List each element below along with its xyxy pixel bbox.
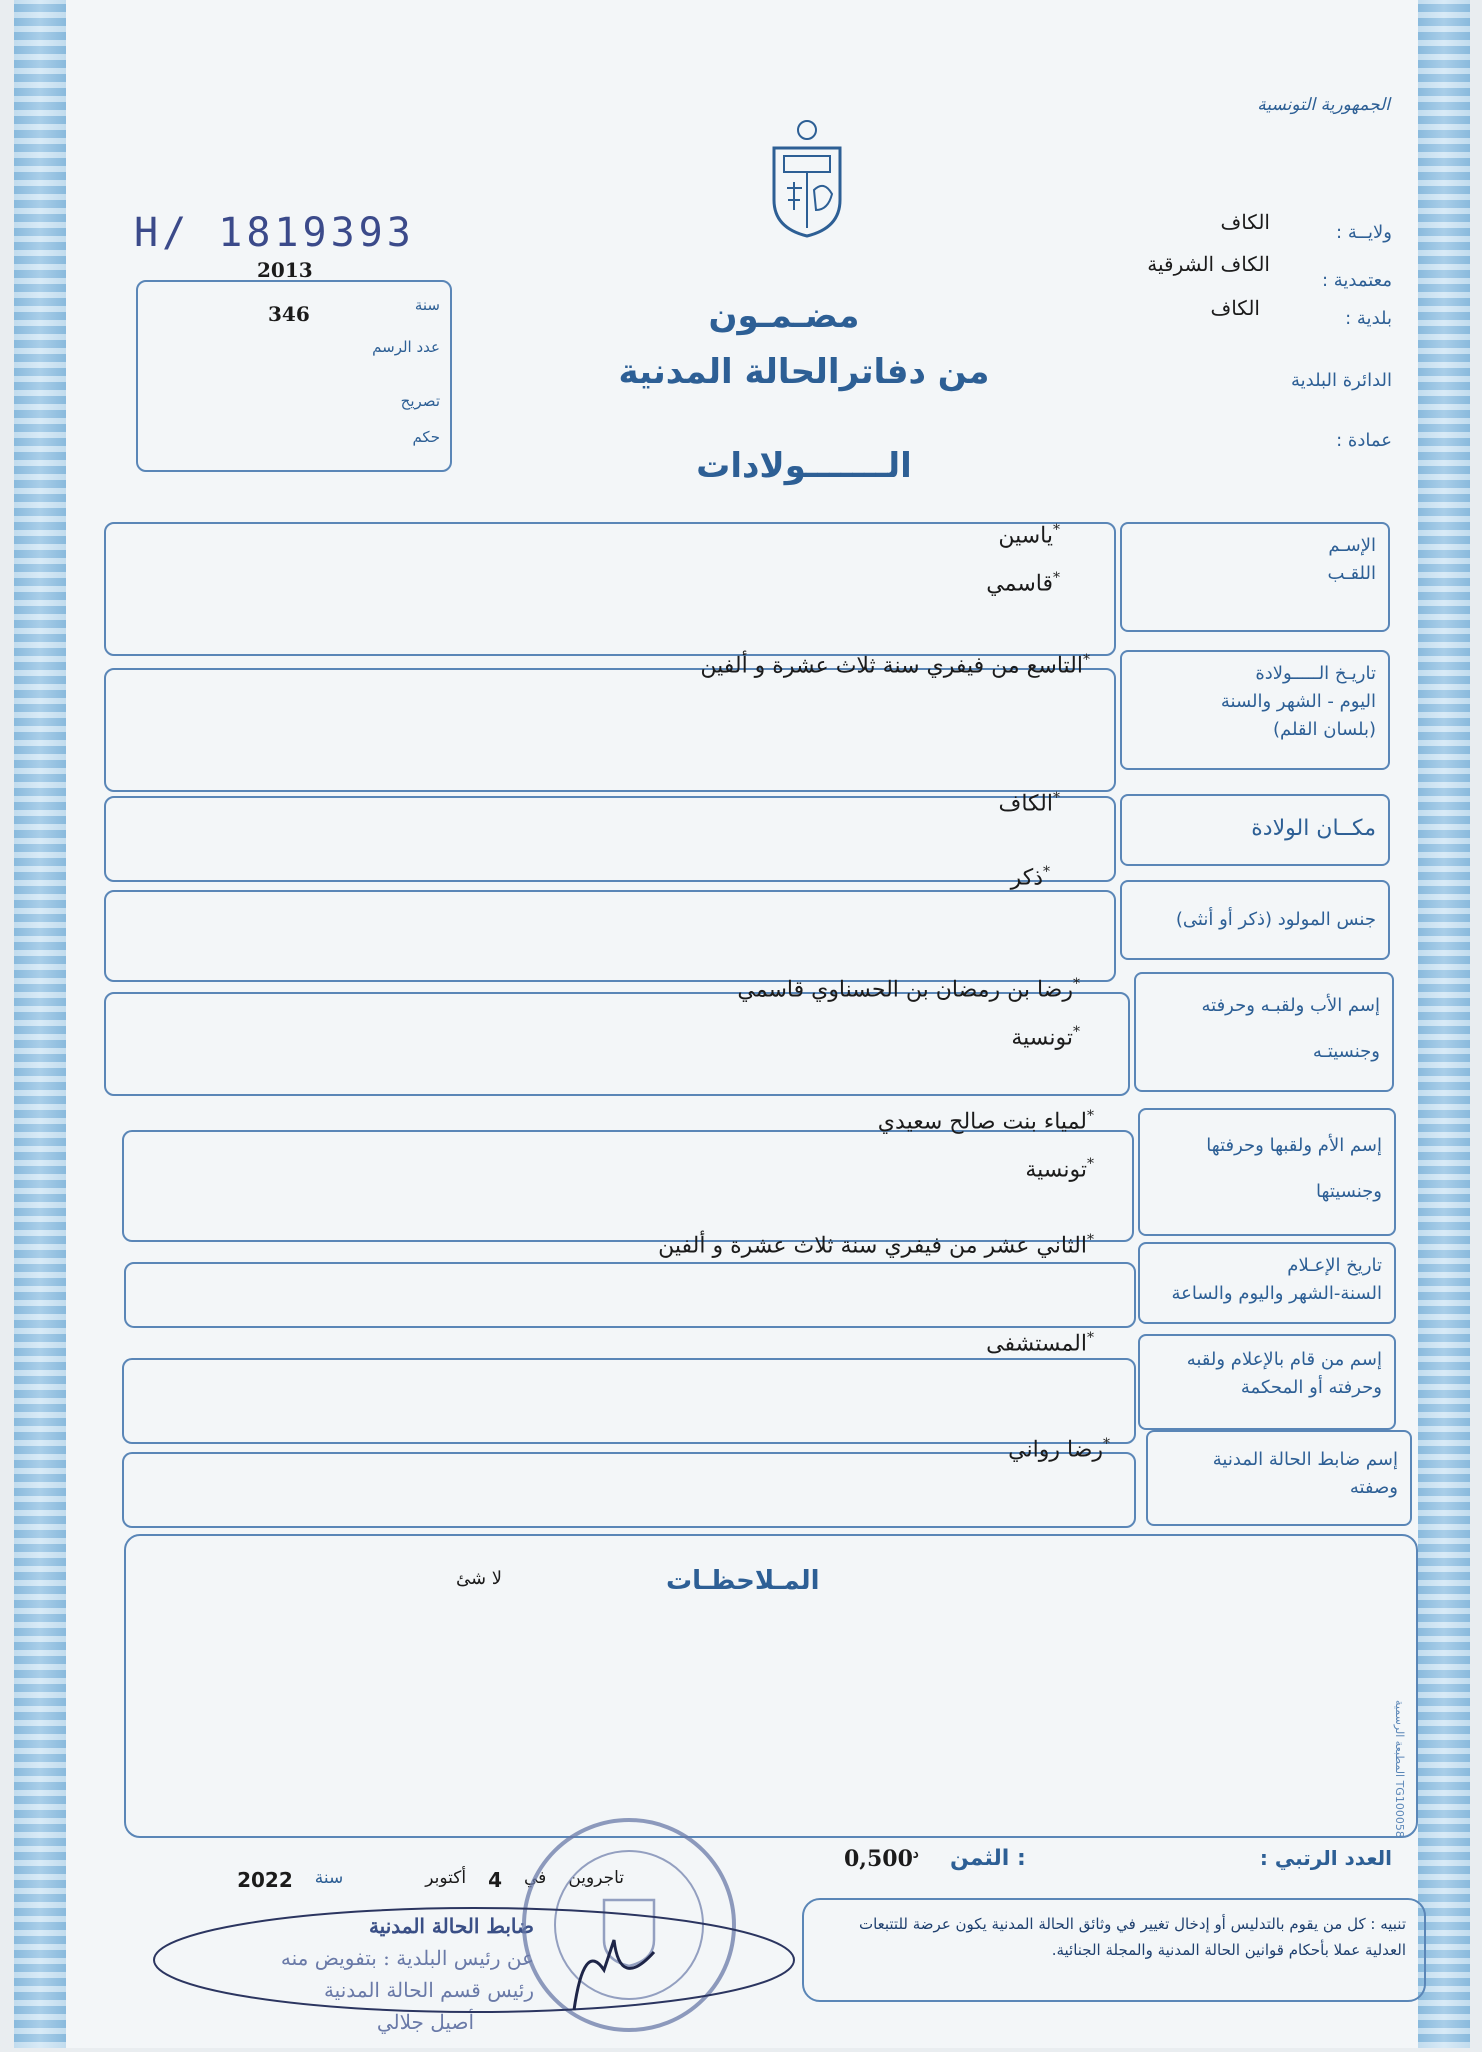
label-name-2: اللقـب xyxy=(1327,562,1376,584)
document-sheet xyxy=(14,0,1470,2048)
value-father-nationality: *تونسية xyxy=(1011,1024,1080,1051)
value-box-declarant xyxy=(122,1358,1136,1444)
officer-line3: رئيس قسم الحالة المدنية xyxy=(323,1978,534,2002)
label-name-1: الإسـم xyxy=(1328,535,1376,556)
label-declaration-date-2: السنة-الشهر واليوم والساعة xyxy=(1171,1282,1382,1304)
officer-line2: عن رئيس البلدية : بتفويض منه xyxy=(280,1946,534,1970)
label-box-birthdate xyxy=(1120,650,1390,770)
value-mother-nationality: *تونسية xyxy=(1025,1156,1094,1183)
omada-label: عمادة : xyxy=(1336,430,1392,451)
serial-number: H/ 1819393 xyxy=(134,210,415,256)
date-place: تاجروين xyxy=(568,1868,624,1888)
label-sex: جنس المولود (ذكر أو أنثى) xyxy=(1175,909,1376,930)
label-birthdate-2: اليوم - الشهر والسنة xyxy=(1220,690,1376,712)
date-year: 2022 xyxy=(237,1868,293,1892)
value-sex: *ذكر xyxy=(1010,864,1050,891)
value-box-officer xyxy=(122,1452,1136,1528)
daira-label: الدائرة البلدية xyxy=(1290,370,1392,391)
label-box-father xyxy=(1134,972,1394,1092)
father-name-text: رضا بن رمضان بن الحسناوي قاسمي xyxy=(737,977,1073,1003)
label-box-declarant xyxy=(1138,1334,1396,1430)
value-birthdate: *التاسع من فيفري سنة ثلاث عشرة و ألفين xyxy=(700,652,1090,679)
signature xyxy=(134,1880,814,2048)
value-first-name: *ياسين xyxy=(998,522,1060,549)
tunisia-emblem xyxy=(752,110,862,240)
value-father-name: *رضا بن رمضان بن الحسناوي قاسمي xyxy=(737,976,1080,1003)
date-month: أكتوبر xyxy=(425,1868,467,1888)
price-label: الثمن : xyxy=(950,1846,1026,1871)
value-box-birthplace xyxy=(104,796,1116,882)
value-declarant: *المستشفى xyxy=(986,1330,1094,1357)
birthplace-text: الكاف xyxy=(998,791,1053,817)
declarant-text: المستشفى xyxy=(986,1331,1087,1357)
motamadia-value: الكاف الشرقية xyxy=(1147,252,1270,276)
tasrih-label: تصريح xyxy=(400,392,440,410)
label-birthdate-3: (بلسان القلم) xyxy=(1272,718,1376,740)
value-birthplace: *الكاف xyxy=(998,790,1060,817)
title-line2: من دفاترالحالة المدنية xyxy=(618,352,990,392)
sana-label: سنة xyxy=(414,296,440,314)
value-box-birthdate xyxy=(104,668,1116,792)
label-father-2: وجنسيتـه xyxy=(1312,1040,1380,1062)
mother-nationality-text: تونسية xyxy=(1025,1157,1087,1183)
label-officer-2: وصفته xyxy=(1349,1476,1398,1498)
decorative-border-left xyxy=(14,0,66,2048)
value-box-sex xyxy=(104,890,1116,982)
wilaya-value: الكاف xyxy=(1220,210,1270,234)
label-father-1: إسم الأب ولقبـه وحرفته xyxy=(1201,995,1380,1016)
wilaya-label: ولايــة : xyxy=(1336,222,1392,243)
label-declaration-date-1: تاريخ الإعـلام xyxy=(1287,1255,1382,1276)
title-line1: مضـمـون xyxy=(708,296,860,336)
birthdate-text: التاسع من فيفري سنة ثلاث عشرة و ألفين xyxy=(700,653,1083,679)
date-fi: في xyxy=(524,1868,547,1888)
first-name-text: ياسين xyxy=(998,523,1053,549)
value-box-declaration-date xyxy=(124,1262,1136,1328)
label-declarant-1: إسم من قام بالإعلام ولقبه xyxy=(1186,1349,1382,1370)
label-box-declaration-date xyxy=(1138,1242,1396,1324)
label-declarant-2: وحرفته أو المحكمة xyxy=(1240,1376,1382,1398)
serial-year: 2013 xyxy=(257,258,313,282)
republic-label: الجمهورية التونسية xyxy=(1257,95,1390,115)
declaration-date-text: الثاني عشر من فيفري سنة ثلاث عشرة و ألفين xyxy=(658,1233,1087,1259)
father-nationality-text: تونسية xyxy=(1011,1025,1073,1051)
officer-title: ضابط الحالة المدنية xyxy=(368,1914,534,1938)
label-officer-1: إسم ضابط الحالة المدنية xyxy=(1212,1449,1398,1470)
value-mother-name: *لمياء بنت صالح سعيدي xyxy=(877,1108,1094,1135)
label-box-sex xyxy=(1120,880,1390,960)
serial-label: العدد الرتبي : xyxy=(1259,1846,1392,1870)
mother-name-text: لمياء بنت صالح سعيدي xyxy=(877,1109,1087,1135)
price-unit: د xyxy=(912,1846,919,1862)
label-box-officer xyxy=(1146,1430,1412,1526)
label-birthplace: مكــان الولادة xyxy=(1251,816,1376,841)
value-last-name: *قاسمي xyxy=(986,570,1060,597)
label-box-name xyxy=(1120,522,1390,632)
label-mother-1: إسم الأم ولقبها وحرفتها xyxy=(1206,1135,1382,1156)
value-box-father xyxy=(104,992,1130,1096)
baladia-label: بلدية : xyxy=(1345,308,1392,329)
notice-box xyxy=(802,1898,1426,2002)
last-name-text: قاسمي xyxy=(986,571,1053,597)
remarks-box xyxy=(124,1534,1418,1838)
value-officer: *رضا رواني xyxy=(1008,1436,1110,1463)
officer-name: أصيل جلالي xyxy=(376,2010,474,2034)
date-day: 4 xyxy=(488,1868,503,1892)
record-number: 346 xyxy=(268,302,310,326)
hukm-label: حكم xyxy=(412,428,440,446)
date-year-label: سنة xyxy=(314,1868,344,1888)
value-declaration-date: *الثاني عشر من فيفري سنة ثلاث عشرة و ألفين xyxy=(658,1232,1094,1259)
label-mother-2: وجنسيتها xyxy=(1316,1180,1382,1202)
section-title: الـــــــولادات xyxy=(696,446,912,486)
motamadia-label: معتمدية : xyxy=(1321,270,1392,291)
decorative-border-right xyxy=(1418,0,1470,2048)
value-box-name xyxy=(104,522,1116,656)
remarks-label: المـلاحظـات xyxy=(666,1566,820,1596)
price-value xyxy=(844,1846,919,1872)
label-box-mother xyxy=(1138,1108,1396,1236)
baladia-value: الكاف xyxy=(1210,296,1260,320)
sex-text: ذكر xyxy=(1010,865,1043,891)
record-box xyxy=(136,280,452,472)
value-box-mother xyxy=(122,1130,1134,1242)
notice-text: تنبيه : كل من يقوم بالتدليس أو إدخال تغيير في وثائق الحالة المدنية يكون عرضة للتتبعات العدلية عملا بأحكام قوانين الحالة المدنية والمجلة الجنائية. xyxy=(858,1915,1406,1959)
remarks-value: لا شئ xyxy=(456,1568,503,1589)
price-number: 0,500 xyxy=(844,1846,913,1872)
print-code: المطبعة الرسمية TG100058 xyxy=(1393,1700,1406,1838)
label-birthdate-1: تاريـخ الـــــولادة xyxy=(1255,663,1376,684)
officer-text: رضا رواني xyxy=(1008,1437,1103,1463)
label-box-birthplace xyxy=(1120,794,1390,866)
record-label: عدد الرسم xyxy=(372,338,440,356)
